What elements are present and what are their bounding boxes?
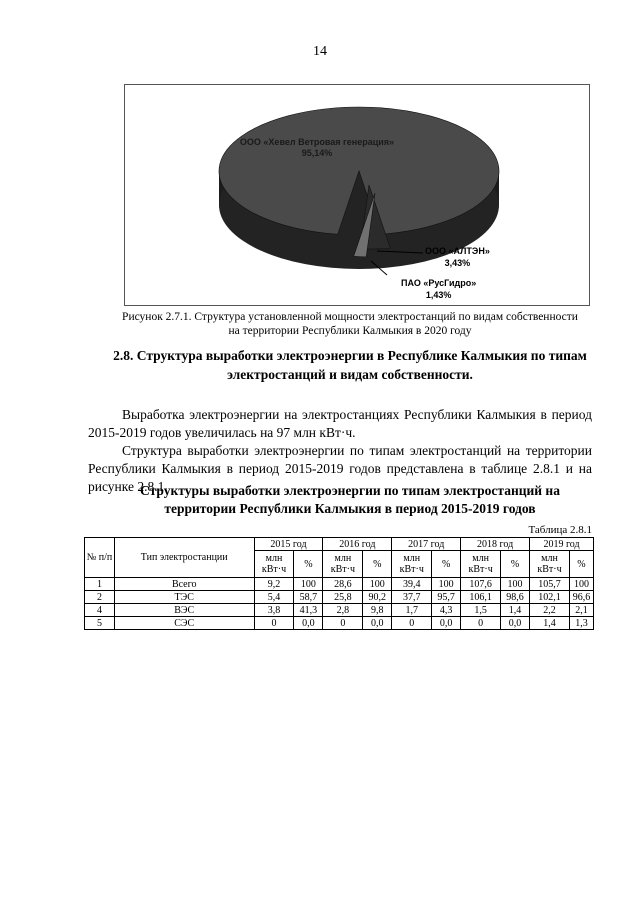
section-title-line1: 2.8. Структура выработки электроэнергии в Республике Калмыкия по типам <box>113 348 587 363</box>
slice-label-rusgidro-name: ПАО «РусГидро» <box>401 278 477 288</box>
cell-value: 0,0 <box>363 617 392 630</box>
table-title <box>100 482 600 518</box>
cell-value: 1,7 <box>392 604 432 617</box>
cell-value: 0,0 <box>294 617 323 630</box>
cell-num: 1 <box>85 578 115 591</box>
cell-value: 0 <box>461 617 501 630</box>
cell-value: 106,1 <box>461 591 501 604</box>
header-num: № п/п <box>85 538 115 578</box>
figure-frame <box>124 84 590 306</box>
pie-chart <box>125 85 591 307</box>
slice-label-rusgidro-value: 1,43% <box>425 290 452 300</box>
table-title-line2: территории Республики Калмыкия в период 2015-2019 годов <box>164 501 536 516</box>
page-number: 14 <box>313 44 327 59</box>
cell-value: 0 <box>392 617 432 630</box>
figure-caption-line1: Рисунок 2.7.1. Структура установленной мощности электростанций по видам собственности <box>122 311 578 323</box>
cell-value: 41,3 <box>294 604 323 617</box>
cell-value: 37,7 <box>392 591 432 604</box>
header-unit-pct: % <box>432 551 461 578</box>
cell-num: 2 <box>85 591 115 604</box>
cell-value: 3,8 <box>254 604 294 617</box>
cell-value: 100 <box>501 578 530 591</box>
figure-caption <box>100 310 600 338</box>
cell-type: СЭС <box>114 617 254 630</box>
cell-value: 2,8 <box>323 604 363 617</box>
header-unit-pct: % <box>294 551 323 578</box>
header-year: 2015 год <box>254 538 323 551</box>
cell-num: 5 <box>85 617 115 630</box>
header-unit-mln: млн кВт·ч <box>461 551 501 578</box>
cell-value: 0 <box>323 617 363 630</box>
cell-value: 9,2 <box>254 578 294 591</box>
header-unit-mln: млн кВт·ч <box>392 551 432 578</box>
header-unit-pct: % <box>569 551 593 578</box>
generation-table <box>84 537 594 630</box>
paragraph-structure-reference: Структура выработки электроэнергии по типам электростанций на территории Республики Калмыкия в период 2015-2019 годов представлена в таблице 2.8.1 и на рисунке 2.8.1. <box>88 442 592 494</box>
cell-value: 5,4 <box>254 591 294 604</box>
cell-value: 2,1 <box>569 604 593 617</box>
cell-value: 28,6 <box>323 578 363 591</box>
cell-value: 25,8 <box>323 591 363 604</box>
header-unit-mln: млн кВт·ч <box>530 551 570 578</box>
cell-value: 100 <box>432 578 461 591</box>
cell-value: 107,6 <box>461 578 501 591</box>
cell-value: 2,2 <box>530 604 570 617</box>
cell-value: 98,6 <box>501 591 530 604</box>
header-unit-mln: млн кВт·ч <box>254 551 294 578</box>
cell-value: 9,8 <box>363 604 392 617</box>
cell-value: 1,4 <box>530 617 570 630</box>
header-unit-pct: % <box>501 551 530 578</box>
table-title-line1: Структуры выработки электроэнергии по типам электростанций на <box>140 483 560 498</box>
header-year: 2019 год <box>530 538 594 551</box>
cell-value: 0,0 <box>501 617 530 630</box>
cell-value: 102,1 <box>530 591 570 604</box>
table-row <box>85 578 594 591</box>
cell-value: 1,4 <box>501 604 530 617</box>
table-row <box>85 604 594 617</box>
cell-value: 100 <box>294 578 323 591</box>
cell-value: 1,3 <box>569 617 593 630</box>
paragraph-production-growth: Выработка электроэнергии на электростанциях Республики Калмыкия в период 2015-2019 годов увеличилась на 97 млн кВт·ч. <box>88 406 592 440</box>
cell-value: 0,0 <box>432 617 461 630</box>
figure-caption-line2: на территории Республики Калмыкия в 2020 году <box>228 325 472 337</box>
header-year: 2018 год <box>461 538 530 551</box>
cell-value: 105,7 <box>530 578 570 591</box>
cell-value: 100 <box>363 578 392 591</box>
slice-label-hevel-value: 95,14% <box>301 148 333 158</box>
cell-type: ТЭС <box>114 591 254 604</box>
cell-value: 90,2 <box>363 591 392 604</box>
cell-value: 100 <box>569 578 593 591</box>
slice-label-hevel <box>237 137 397 159</box>
header-year: 2016 год <box>323 538 392 551</box>
cell-value: 0 <box>254 617 294 630</box>
header-unit-pct: % <box>363 551 392 578</box>
slice-label-alten-name: ООО «АЛТЭН» <box>425 246 490 256</box>
slice-label-alten-value: 3,43% <box>444 258 471 268</box>
cell-value: 39,4 <box>392 578 432 591</box>
table-row <box>85 617 594 630</box>
slice-label-hevel-name: ООО «Хевел Ветровая генерация» <box>239 137 395 147</box>
cell-value: 1,5 <box>461 604 501 617</box>
header-type: Тип электростанции <box>114 538 254 578</box>
slice-label-rusgidro <box>401 277 476 301</box>
cell-num: 4 <box>85 604 115 617</box>
cell-type: Всего <box>114 578 254 591</box>
cell-value: 95,7 <box>432 591 461 604</box>
table-row <box>85 591 594 604</box>
cell-value: 96,6 <box>569 591 593 604</box>
table-label: Таблица 2.8.1 <box>528 524 592 536</box>
header-unit-mln: млн кВт·ч <box>323 551 363 578</box>
section-title-line2: электростанций и видам собственности. <box>227 367 473 382</box>
cell-value: 58,7 <box>294 591 323 604</box>
header-year: 2017 год <box>392 538 461 551</box>
cell-type: ВЭС <box>114 604 254 617</box>
section-title <box>100 346 600 384</box>
cell-value: 4,3 <box>432 604 461 617</box>
slice-label-alten <box>425 245 490 269</box>
